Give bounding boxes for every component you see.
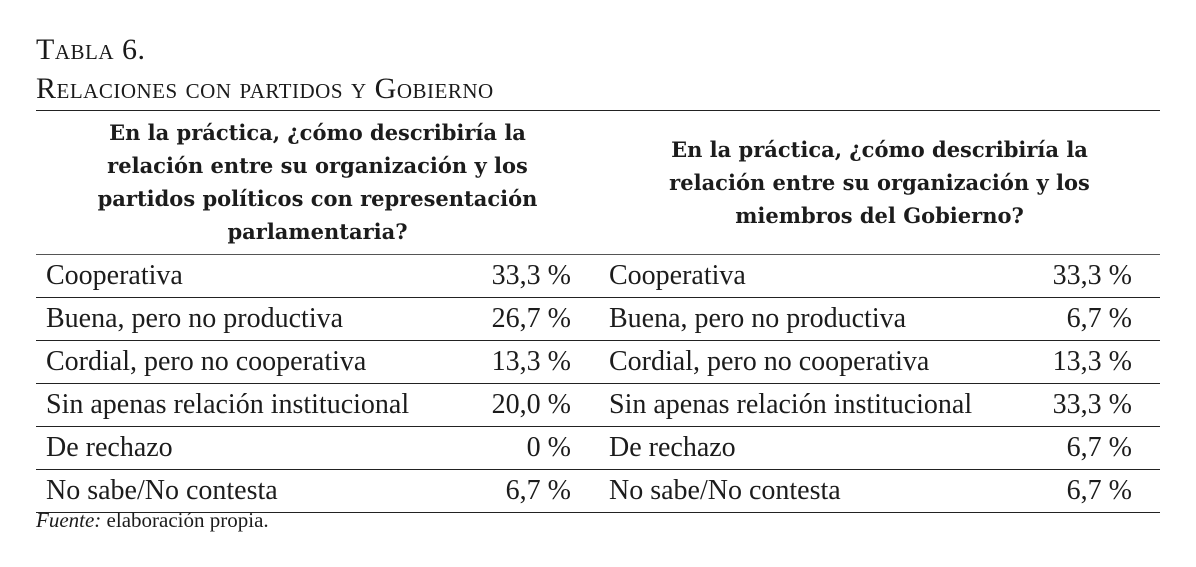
source-text: elaboración propia. <box>101 508 269 532</box>
row-label-left: Cordial, pero no cooperativa <box>36 341 483 384</box>
row-label-left: De rechazo <box>36 427 483 470</box>
row-value-left: 13,3 % <box>483 341 599 384</box>
table-number: Tabla 6. <box>36 33 146 66</box>
row-label-right: Cordial, pero no cooperativa <box>599 341 1045 384</box>
table-row <box>36 341 1160 384</box>
header-government <box>599 111 1160 255</box>
row-label-right: Sin apenas relación institucional <box>599 384 1045 427</box>
header-government-text: En la práctica, ¿cómo describiría la relación entre su organización y los miembros del Gobierno? <box>669 136 1090 228</box>
row-value-left: 0 % <box>483 427 599 470</box>
source-note <box>36 508 269 533</box>
row-value-right: 6,7 % <box>1045 470 1160 513</box>
row-label-left: Sin apenas relación institucional <box>36 384 483 427</box>
header-parties-text: En la práctica, ¿cómo describiría la relación entre su organización y los partidos políticos con representación parlamentaria? <box>97 120 538 244</box>
row-value-right: 6,7 % <box>1045 427 1160 470</box>
table-row <box>36 298 1160 341</box>
row-value-left: 6,7 % <box>483 470 599 513</box>
table-row <box>36 470 1160 513</box>
row-value-left: 20,0 % <box>483 384 599 427</box>
table-row <box>36 255 1160 298</box>
source-label: Fuente: <box>36 508 102 532</box>
row-value-left: 33,3 % <box>483 255 599 298</box>
table-row <box>36 384 1160 427</box>
row-label-right: Buena, pero no productiva <box>599 298 1045 341</box>
row-label-right: De rechazo <box>599 427 1045 470</box>
row-value-right: 6,7 % <box>1045 298 1160 341</box>
row-label-left: No sabe/No contesta <box>36 470 483 513</box>
table-body <box>36 255 1160 513</box>
row-value-left: 26,7 % <box>483 298 599 341</box>
table-title: Relaciones con partidos y Gobierno <box>36 72 494 105</box>
row-label-right: Cooperativa <box>599 255 1045 298</box>
row-value-right: 13,3 % <box>1045 341 1160 384</box>
row-label-left: Cooperativa <box>36 255 483 298</box>
relations-table <box>36 110 1160 513</box>
row-label-left: Buena, pero no productiva <box>36 298 483 341</box>
table-caption <box>36 30 494 108</box>
header-parties <box>36 111 599 255</box>
table-row <box>36 427 1160 470</box>
header-row <box>36 111 1160 255</box>
row-value-right: 33,3 % <box>1045 255 1160 298</box>
row-label-right: No sabe/No contesta <box>599 470 1045 513</box>
row-value-right: 33,3 % <box>1045 384 1160 427</box>
